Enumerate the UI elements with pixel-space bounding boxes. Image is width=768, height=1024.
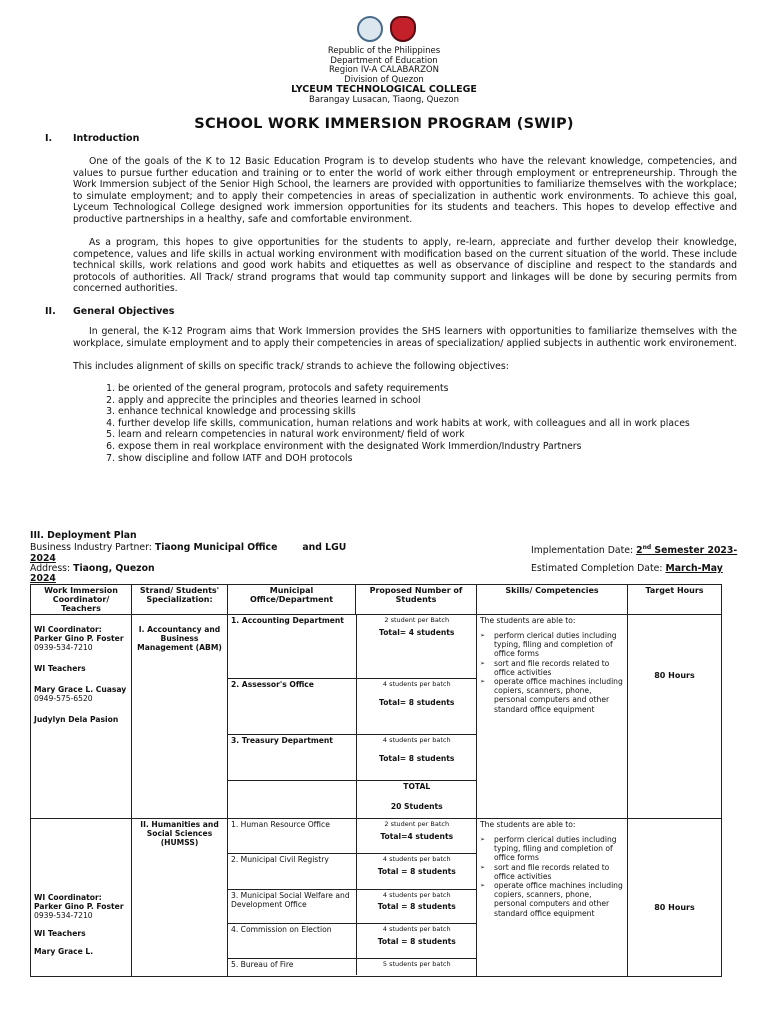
teacher-name: Mary Grace L. Cuasay bbox=[34, 685, 127, 694]
objective-item: 3. enhance technical knowledge and processing skills bbox=[118, 406, 690, 418]
impl-value-pre: 2 bbox=[636, 545, 643, 557]
coord-name: Parker Gino P. Foster bbox=[34, 634, 124, 643]
office-total: Total = 8 students bbox=[377, 901, 456, 911]
office-students bbox=[356, 819, 477, 853]
total-cell bbox=[356, 780, 477, 818]
abm-office-subtable bbox=[228, 615, 477, 818]
completion-year: 2024 bbox=[30, 573, 56, 584]
teacher-phone: 0949-575-6520 bbox=[34, 694, 93, 703]
skills-intro: The students are able to: bbox=[480, 616, 576, 625]
header-line1: Republic of the Philippines bbox=[327, 46, 441, 56]
humss-skills bbox=[477, 819, 628, 977]
per-batch: 4 students per batch bbox=[382, 924, 451, 933]
office-name: 2. Municipal Civil Registry bbox=[228, 853, 356, 889]
office-students bbox=[356, 958, 477, 975]
school-seal-logo bbox=[390, 16, 416, 42]
header-line4: Division of Quezon bbox=[344, 74, 424, 85]
humss-strand: II. Humanities and Social Sciences (HUMSS) bbox=[132, 819, 228, 977]
office-students bbox=[356, 734, 477, 780]
coord-label: WI Coordinator: bbox=[34, 893, 102, 902]
skill-item: ➢ perform clerical duties including typing, filing and completion of office forms bbox=[490, 835, 624, 863]
total-value: 20 Students bbox=[390, 801, 443, 811]
col-header: Municipal Office/Department bbox=[228, 585, 356, 615]
letterhead bbox=[0, 47, 768, 105]
impl-value-sup: nd bbox=[642, 544, 652, 551]
table-row-humss bbox=[31, 819, 722, 977]
col-header: Skills/ Competencies bbox=[477, 585, 628, 615]
office-students bbox=[356, 889, 477, 923]
coord-phone: 0939-534-7210 bbox=[34, 911, 93, 920]
abm-offices bbox=[228, 615, 477, 819]
per-batch: 4 students per batch bbox=[382, 679, 451, 688]
office-total: Total = 8 students bbox=[377, 936, 456, 946]
teachers-label: WI Teachers bbox=[34, 929, 86, 938]
completion-value: March-May bbox=[665, 563, 723, 574]
deployment-heading: III. Deployment Plan bbox=[30, 530, 137, 541]
abm-hours: 80 Hours bbox=[628, 615, 722, 819]
coord-label: WI Coordinator: bbox=[34, 625, 102, 634]
completion-label: Estimated Completion Date: bbox=[531, 563, 666, 574]
skills-list bbox=[480, 631, 624, 714]
office-students bbox=[356, 678, 477, 734]
office-row bbox=[228, 819, 477, 853]
office-students bbox=[356, 853, 477, 889]
teacher-name: Judylyn Dela Pasion bbox=[34, 715, 119, 724]
per-batch: 4 students per batch bbox=[382, 735, 451, 744]
section2-number: II. bbox=[45, 306, 56, 317]
address-value: Tiaong, Quezon bbox=[73, 563, 155, 574]
partner-line bbox=[30, 542, 346, 553]
objective-item: 1. be oriented of the general program, protocols and safety requirements bbox=[118, 383, 690, 395]
office-name: 4. Commission on Election bbox=[228, 923, 356, 958]
office-row bbox=[228, 734, 477, 780]
objectives-intro: This includes alignment of skills on specific track/ strands to achieve the following objectives: bbox=[73, 361, 509, 372]
per-batch: 2 student per Batch bbox=[384, 820, 450, 828]
skill-item: ➢ perform clerical duties including typing, filing and completion of office forms bbox=[490, 631, 624, 659]
col-header: Target Hours bbox=[628, 585, 722, 615]
impl-year: 2024 bbox=[30, 553, 56, 564]
address-label: Address: bbox=[30, 563, 74, 574]
section1-number: I. bbox=[45, 133, 53, 144]
office-name: 3. Municipal Social Welfare and Development Office bbox=[228, 889, 356, 923]
coord-name: Parker Gino P. Foster bbox=[34, 902, 124, 911]
office-total: Total= 8 students bbox=[379, 697, 455, 707]
objective-item: 7. show discipline and follow IATF and DOH protocols bbox=[118, 453, 690, 465]
per-batch: 2 student per Batch bbox=[384, 616, 450, 624]
abm-coordinators bbox=[31, 615, 132, 819]
per-batch: 5 students per batch bbox=[382, 959, 451, 968]
per-batch: 4 students per batch bbox=[382, 890, 451, 899]
abm-skills bbox=[477, 615, 628, 819]
office-students bbox=[356, 923, 477, 958]
humss-hours: 80 Hours bbox=[628, 819, 722, 977]
skills-list bbox=[480, 835, 624, 918]
total-label: TOTAL bbox=[403, 781, 431, 791]
partner-value: Tiaong Municipal Office bbox=[154, 542, 278, 553]
office-row bbox=[228, 853, 477, 889]
office-name: 2. Assessor's Office bbox=[228, 678, 356, 734]
skill-item: ➢ sort and file records related to office activities bbox=[490, 659, 624, 677]
deped-seal-logo bbox=[357, 16, 383, 42]
teachers-label: WI Teachers bbox=[34, 664, 86, 673]
objective-item: 2. apply and apprecite the principles and theories learned in school bbox=[118, 395, 690, 407]
skill-item: ➢ operate office machines including copiers, scanners, phone, personal computers and other standard office equipment bbox=[490, 677, 624, 714]
objective-item: 5. learn and relearn competencies in natural work environment/ field of work bbox=[118, 429, 690, 441]
col-header: Work Immersion Coordinator/ Teachers bbox=[31, 585, 132, 615]
skill-item: ➢ sort and file records related to office activities bbox=[490, 863, 624, 881]
office-name: 3. Treasury Department bbox=[228, 734, 356, 780]
col-header: Strand/ Students' Specialization: bbox=[132, 585, 228, 615]
completion-date bbox=[531, 563, 723, 574]
partner-value-2: and LGU bbox=[302, 542, 347, 553]
partner-label: Business Industry Partner: bbox=[30, 542, 155, 553]
humss-coordinators bbox=[31, 819, 132, 977]
intro-paragraph-2: As a program, this hopes to give opportunities for the students to apply, re-learn, appreciate and further develop their knowledge, competence, values and life skills in actual working environment with modification based on the current situation of the world. These include technical skills, work relations and good work habits and etiquettes as well as observance of discipline and respect to the standards and protocols of authorities. All Track/ strand programs that would tap community support and linkages will be done by securing permits from concerned authorities. bbox=[73, 237, 737, 295]
humss-offices bbox=[228, 819, 477, 977]
objective-item: 6. expose them in real workplace environment with the designated Work Immerdion/Industry Partners bbox=[118, 441, 690, 453]
office-total: Total=4 students bbox=[380, 832, 454, 841]
school-address: Barangay Lusacan, Tiaong, Quezon bbox=[309, 94, 459, 105]
document-title: SCHOOL WORK IMMERSION PROGRAM (SWIP) bbox=[194, 116, 574, 132]
col-header: Proposed Number of Students bbox=[356, 585, 477, 615]
office-row bbox=[228, 889, 477, 923]
table-row-abm bbox=[31, 615, 722, 819]
office-row bbox=[228, 678, 477, 734]
skills-intro: The students are able to: bbox=[480, 820, 576, 829]
office-row bbox=[228, 923, 477, 958]
header-line2: Department of Education bbox=[330, 55, 438, 66]
objectives-paragraph: In general, the K-12 Program aims that Work Immersion provides the SHS learners with opportunities to familiarize themselves with the workplace, simulate employment and to apply their competencies in areas of specialization/ applied subjects in authentic work environement. bbox=[73, 326, 737, 349]
objective-item: 4. further develop life skills, communication, human relations and work habits at work, with colleagues and all in work places bbox=[118, 418, 690, 430]
office-row bbox=[228, 615, 477, 678]
deployment-table bbox=[30, 584, 722, 977]
humss-office-subtable bbox=[228, 819, 477, 975]
office-row bbox=[228, 958, 477, 975]
header-line3: Region IV-A CALABARZON bbox=[329, 65, 439, 75]
teacher-name: Mary Grace L. bbox=[34, 947, 94, 956]
abm-strand: I. Accountancy and Business Management (ABM) bbox=[132, 615, 228, 819]
coord-phone: 0939-534-7210 bbox=[34, 643, 93, 652]
total-row bbox=[228, 780, 477, 818]
section1-title: Introduction bbox=[73, 133, 140, 144]
office-name: 5. Bureau of Fire bbox=[228, 958, 356, 975]
skill-item: ➢ operate office machines including copiers, scanners, phone, personal computers and other standard office equipment bbox=[490, 881, 624, 918]
implementation-date bbox=[531, 542, 737, 556]
table-header-row bbox=[31, 585, 722, 615]
intro-paragraph-1: One of the goals of the K to 12 Basic Education Program is to develop students who have the relevant knowledge, competencies, and values to pursue further education and training or to enter the world of work either through employment or entrepreneurship. Through the Work Immersion subject of the Senior High School, the learners are provided with opportunities to familiarize themselves with the workplace; to simulate employment; and to apply their competencies in areas of specialization in authentic work environments. To achieve this goal, Lyceum Technological College designed work immersion opportunities for its students and teachers. This hopes to develop effective and productive partnerships in a healthy, safe and comfortable environment. bbox=[73, 156, 737, 225]
objectives-list bbox=[72, 383, 690, 464]
impl-label: Implementation Date: bbox=[531, 545, 637, 557]
office-total: Total = 8 students bbox=[377, 866, 456, 876]
office-name: 1. Accounting Department bbox=[228, 615, 356, 678]
office-name: 1. Human Resource Office bbox=[228, 819, 356, 853]
office-total: Total= 8 students bbox=[379, 753, 455, 763]
school-name: LYCEUM TECHNOLOGICAL COLLEGE bbox=[291, 84, 477, 95]
section2-title: General Objectives bbox=[73, 306, 175, 317]
office-total: Total= 4 students bbox=[379, 628, 455, 637]
office-students bbox=[356, 615, 477, 678]
per-batch: 4 students per batch bbox=[382, 854, 451, 863]
impl-value-post: Semester 2023- bbox=[651, 545, 738, 557]
